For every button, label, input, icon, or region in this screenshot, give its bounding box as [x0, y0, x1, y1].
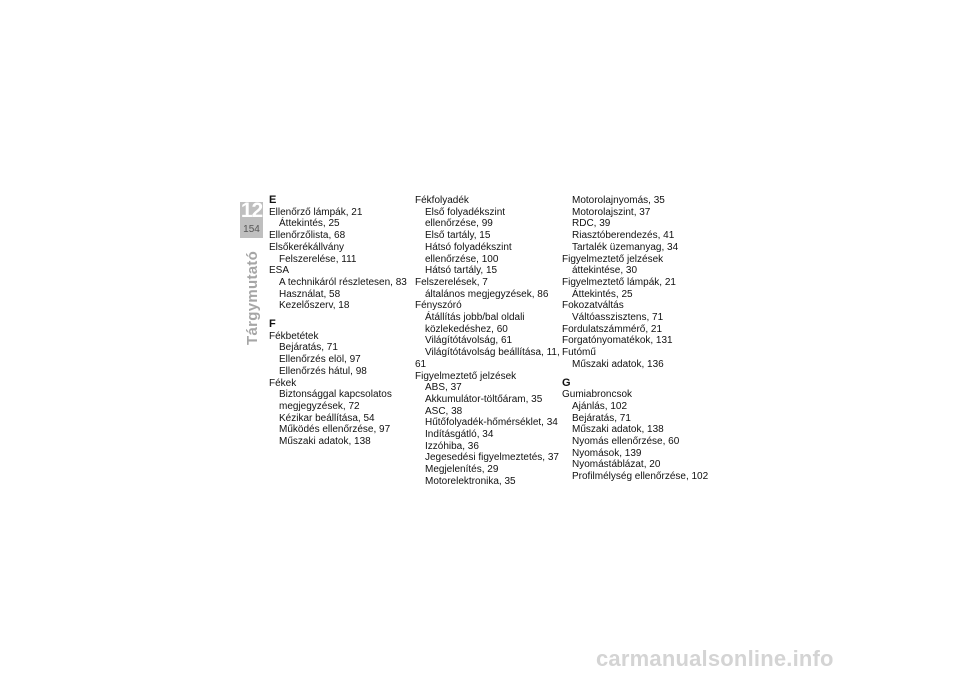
index-subentry: Bejáratás, 71: [279, 342, 338, 354]
index-entry: 61: [415, 358, 427, 370]
index-subentry: Ellenőrzés elöl, 97: [279, 354, 361, 366]
index-subentry: ASC, 38: [425, 405, 463, 417]
index-column-3: [562, 195, 708, 483]
index-column-1: [269, 195, 407, 448]
index-entry: ESA: [269, 265, 290, 277]
index-subentry: Hűtőfolyadék-hőmérséklet, 34: [425, 417, 558, 429]
index-entry: Futómű: [562, 347, 596, 359]
index-subentry: Első tartály, 15: [425, 230, 491, 242]
index-subentry: Megjelenítés, 29: [425, 464, 499, 476]
index-entry: Elsőkerékállvány: [269, 241, 345, 253]
index-subentry: Műszaki adatok, 138: [572, 424, 664, 436]
index-subentry: Bejáratás, 71: [572, 412, 631, 424]
index-subentry: Felszerelése, 111: [279, 253, 357, 265]
index-subentry: közlekedéshez, 60: [425, 323, 508, 335]
index-subentry: Világítótávolság, 61: [425, 335, 513, 347]
index-entry: Fékfolyadék: [415, 195, 469, 206]
index-subentry: Áttekintés, 25: [572, 288, 633, 300]
index-subentry: Használat, 58: [279, 288, 341, 300]
index-subentry: ellenőrzése, 100: [425, 253, 499, 265]
index-column-2: [415, 195, 560, 488]
index-entry: Ellenőrzőlista, 68: [269, 230, 346, 242]
index-entry: Fékek: [269, 377, 297, 389]
index-subentry: Ajánlás, 102: [572, 400, 628, 412]
index-entry: Figyelmeztető jelzések: [415, 370, 517, 382]
index-entry: Forgatónyomatékok, 131: [562, 335, 673, 347]
index-subentry: Működés ellenőrzése, 97: [279, 424, 391, 436]
index-subentry: Biztonsággal kapcsolatos: [279, 389, 392, 401]
index-subentry: Világítótávolság beállítása, 11,: [425, 347, 560, 359]
chapter-number: 12: [240, 199, 263, 222]
index-subentry: Nyomások, 139: [572, 447, 642, 459]
index-subentry: Kézikar beállítása, 54: [279, 412, 375, 424]
index-letter-heading: E: [269, 194, 277, 206]
index-subentry: ellenőrzése, 99: [425, 218, 493, 230]
index-subentry: Motorelektronika, 35: [425, 475, 516, 487]
index-subentry: Nyomástáblázat, 20: [572, 459, 661, 471]
index-entry: Figyelmeztető lámpák, 21: [562, 276, 676, 288]
index-subentry: Jegesedési figyelmeztetés, 37: [425, 452, 559, 464]
index-subentry: Kezelőszerv, 18: [279, 300, 350, 312]
index-subentry: ABS, 37: [425, 382, 462, 394]
index-subentry: általános megjegyzések, 86: [425, 288, 549, 300]
index-subentry: Műszaki adatok, 138: [279, 436, 371, 448]
index-letter-heading: G: [562, 376, 571, 389]
index-subentry: Átállítás jobb/bal oldali: [425, 312, 525, 324]
index-subentry: Indításgátló, 34: [425, 429, 494, 441]
index-subentry: Nyomás ellenőrzése, 60: [572, 436, 680, 448]
index-subentry: Áttekintés, 25: [279, 218, 340, 230]
index-subentry: áttekintése, 30: [572, 265, 638, 277]
index-subentry: megjegyzések, 72: [279, 400, 360, 412]
index-entry: Fékbetétek: [269, 330, 319, 342]
index-subentry: RDC, 39: [572, 218, 611, 230]
index-entry: Felszerelések, 7: [415, 276, 488, 288]
index-subentry: Akkumulátor-töltőáram, 35: [425, 393, 543, 405]
index-entry: Fokozatváltás: [562, 300, 624, 312]
section-side-title: Tárgymutató: [244, 250, 261, 345]
index-entry: Figyelmeztető jelzések: [562, 253, 664, 265]
index-subentry: Profilmélység ellenőrzése, 102: [572, 471, 709, 483]
index-subentry: Motorolajszint, 37: [572, 206, 651, 218]
watermark-text: carmanualsonline.info: [596, 646, 834, 671]
index-subentry: Motorolajnyomás, 35: [572, 195, 665, 206]
index-subentry: Első folyadékszint: [425, 206, 506, 218]
index-subentry: Váltóasszisztens, 71: [572, 312, 664, 324]
index-subentry: Műszaki adatok, 136: [572, 358, 664, 370]
index-subentry: Hátsó folyadékszint: [425, 241, 512, 253]
index-entry: Fordulatszámmérő, 21: [562, 323, 663, 335]
index-entry: Gumiabroncsok: [562, 389, 633, 401]
index-entry: Fényszóró: [415, 300, 462, 312]
index-subentry: Hátsó tartály, 15: [425, 265, 498, 277]
index-subentry: Riasztóberendezés, 41: [572, 230, 675, 242]
index-subentry: A technikáról részletesen, 83: [279, 276, 407, 288]
page-number: 154: [243, 224, 260, 235]
index-subentry: Tartalék üzemanyag, 34: [572, 241, 679, 253]
index-letter-heading: F: [269, 318, 276, 331]
index-entry: Ellenőrző lámpák, 21: [269, 206, 363, 218]
index-subentry: Ellenőrzés hátul, 98: [279, 365, 367, 377]
index-subentry: Izzóhiba, 36: [425, 440, 479, 452]
